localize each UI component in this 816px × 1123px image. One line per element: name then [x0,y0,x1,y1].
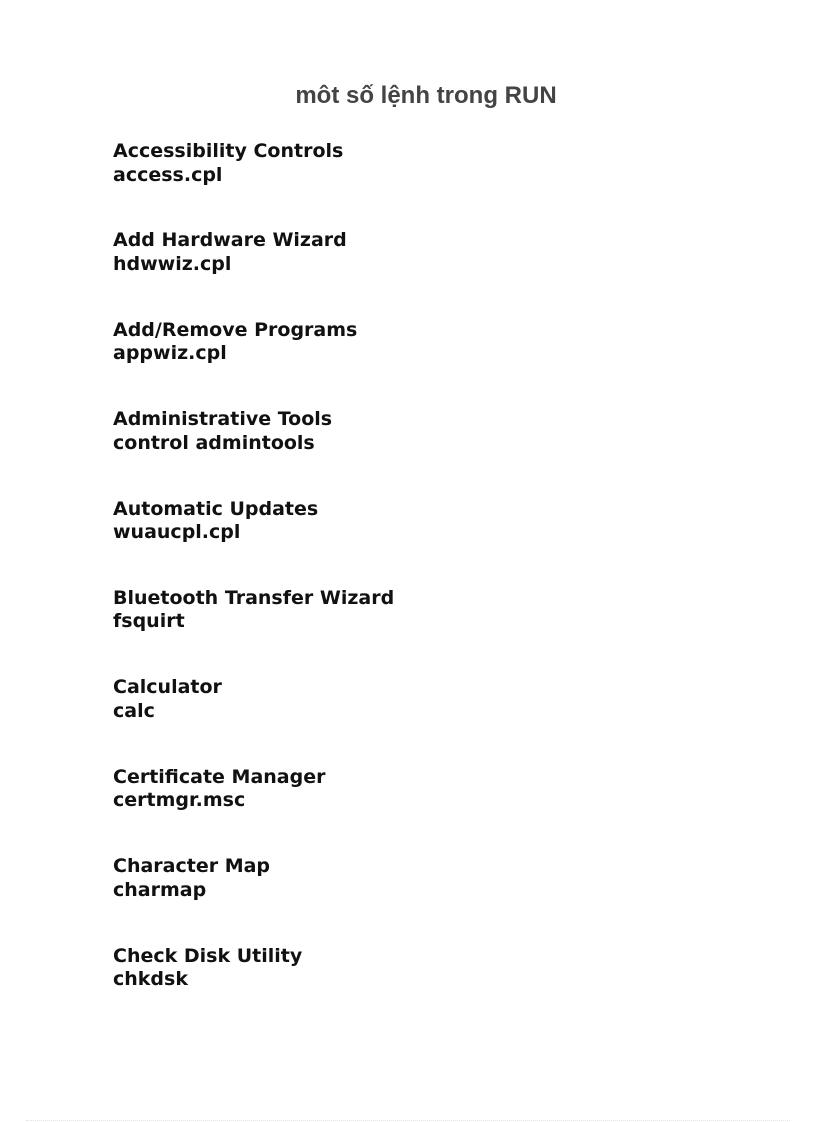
command-name: Add Hardware Wizard [113,229,347,252]
command-name: Bluetooth Transfer Wizard [113,586,395,609]
command-entry [113,140,394,229]
command-entry [113,587,394,676]
command-name: Check Disk Utility [113,944,303,967]
command-code: appwiz.cpl [113,342,227,365]
command-entry [113,945,394,1034]
command-code: wuaucpl.cpl [113,521,241,544]
command-code: calc [113,699,155,722]
command-code: access.cpl [113,163,223,186]
command-code: fsquirt [113,610,185,633]
command-code: charmap [113,878,207,901]
command-entry [113,676,394,765]
command-name: Character Map [113,855,271,878]
page-title: môt số lệnh trong RUN [295,82,557,109]
command-code: control admintools [113,431,315,454]
command-entry [113,498,394,587]
command-entry [113,229,394,318]
command-name: Accessibility Controls [113,140,344,162]
command-name: Calculator [113,676,222,699]
command-name: Administrative Tools [113,408,333,431]
command-entry [113,319,394,408]
command-name: Add/Remove Programs [113,318,358,341]
command-code: certmgr.msc [113,789,246,812]
command-entry [113,855,394,944]
command-name: Certificate Manager [113,765,326,788]
command-entry [113,408,394,497]
command-entry [113,766,394,855]
command-code: chkdsk [113,968,188,991]
command-list [113,140,394,1034]
bottom-divider [26,1120,790,1121]
command-code: hdwwiz.cpl [113,252,232,275]
command-name: Automatic Updates [113,497,319,520]
